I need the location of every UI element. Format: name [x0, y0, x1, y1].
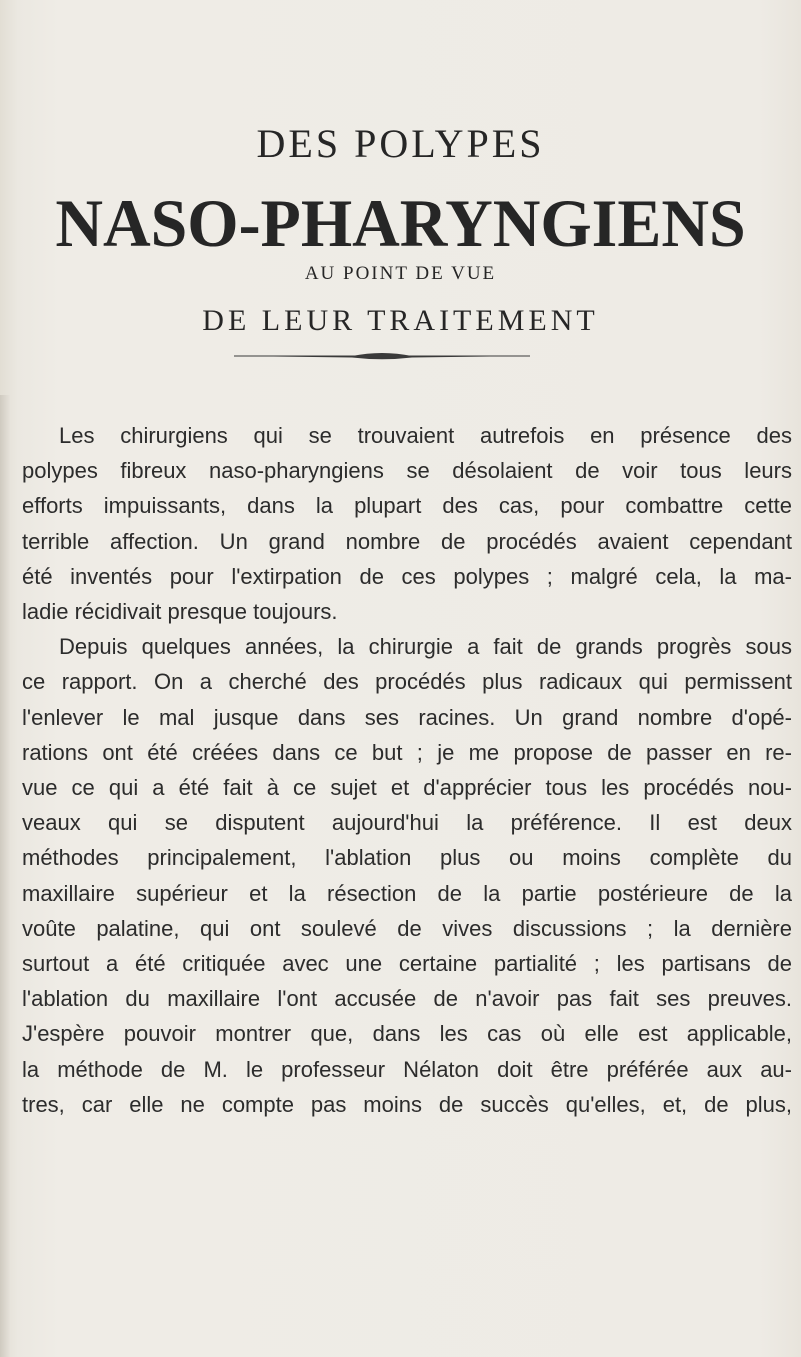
body-text [22, 418, 792, 1122]
text-line: ce rapport. On a cherché des procédés plus radicaux qui permissent [22, 669, 792, 695]
ornamental-rule [232, 348, 532, 362]
text-line: rations ont été créées dans ce but ; je me propose de passer en re- [22, 739, 792, 765]
text-line: surtout a été critiquée avec une certaine partialité ; les partisans de [22, 951, 792, 977]
text-line: polypes fibreux naso-pharyngiens se désolaient de voir tous leurs [22, 458, 792, 484]
page-binding-edge [0, 395, 10, 1357]
text-line: voûte palatine, qui ont soulevé de vives discussions ; la dernière [22, 915, 792, 941]
text-line: Les chirurgiens qui se trouvaient autrefois en présence des [59, 423, 792, 448]
text-line: Depuis quelques années, la chirurgie a fait de grands progrès sous [59, 634, 792, 660]
text-line: méthodes principalement, l'ablation plus ou moins complète du [22, 845, 792, 871]
text-line: ladie récidivait presque toujours. [22, 599, 338, 625]
text-line: la méthode de M. le professeur Nélaton doit être préférée aux au- [22, 1056, 792, 1082]
title-line-2: NASO-PHARYNGIENS [55, 185, 746, 261]
text-line: l'ablation du maxillaire l'ont accusée de n'avoir pas fait ses preuves. [22, 986, 792, 1012]
text-line: vue ce qui a été fait à ce sujet et d'apprécier tous les procédés nou- [22, 775, 792, 801]
text-line: efforts impuissants, dans la plupart des cas, pour combattre cette [22, 493, 792, 519]
text-line: été inventés pour l'extirpation de ces polypes ; malgré cela, la ma- [22, 563, 792, 589]
title-line-3: AU POINT DE VUE [304, 263, 497, 284]
text-line: J'espère pouvoir montrer que, dans les cas où elle est applicable, [22, 1021, 792, 1047]
text-line: tres, car elle ne compte pas moins de succès qu'elles, et, de plus, [22, 1091, 792, 1117]
text-line: veaux qui se disputent aujourd'hui la préférence. Il est deux [22, 810, 792, 836]
text-line: maxillaire supérieur et la résection de la partie postérieure de la [22, 880, 792, 906]
title-line-4: DE LEUR TRAITEMENT [202, 304, 599, 337]
text-line: terrible affection. Un grand nombre de procédés avaient cependant [22, 528, 792, 554]
text-line: l'enlever le mal jusque dans ses racines. Un grand nombre d'opé- [22, 704, 792, 730]
title-line-1: DES POLYPES [256, 121, 545, 166]
